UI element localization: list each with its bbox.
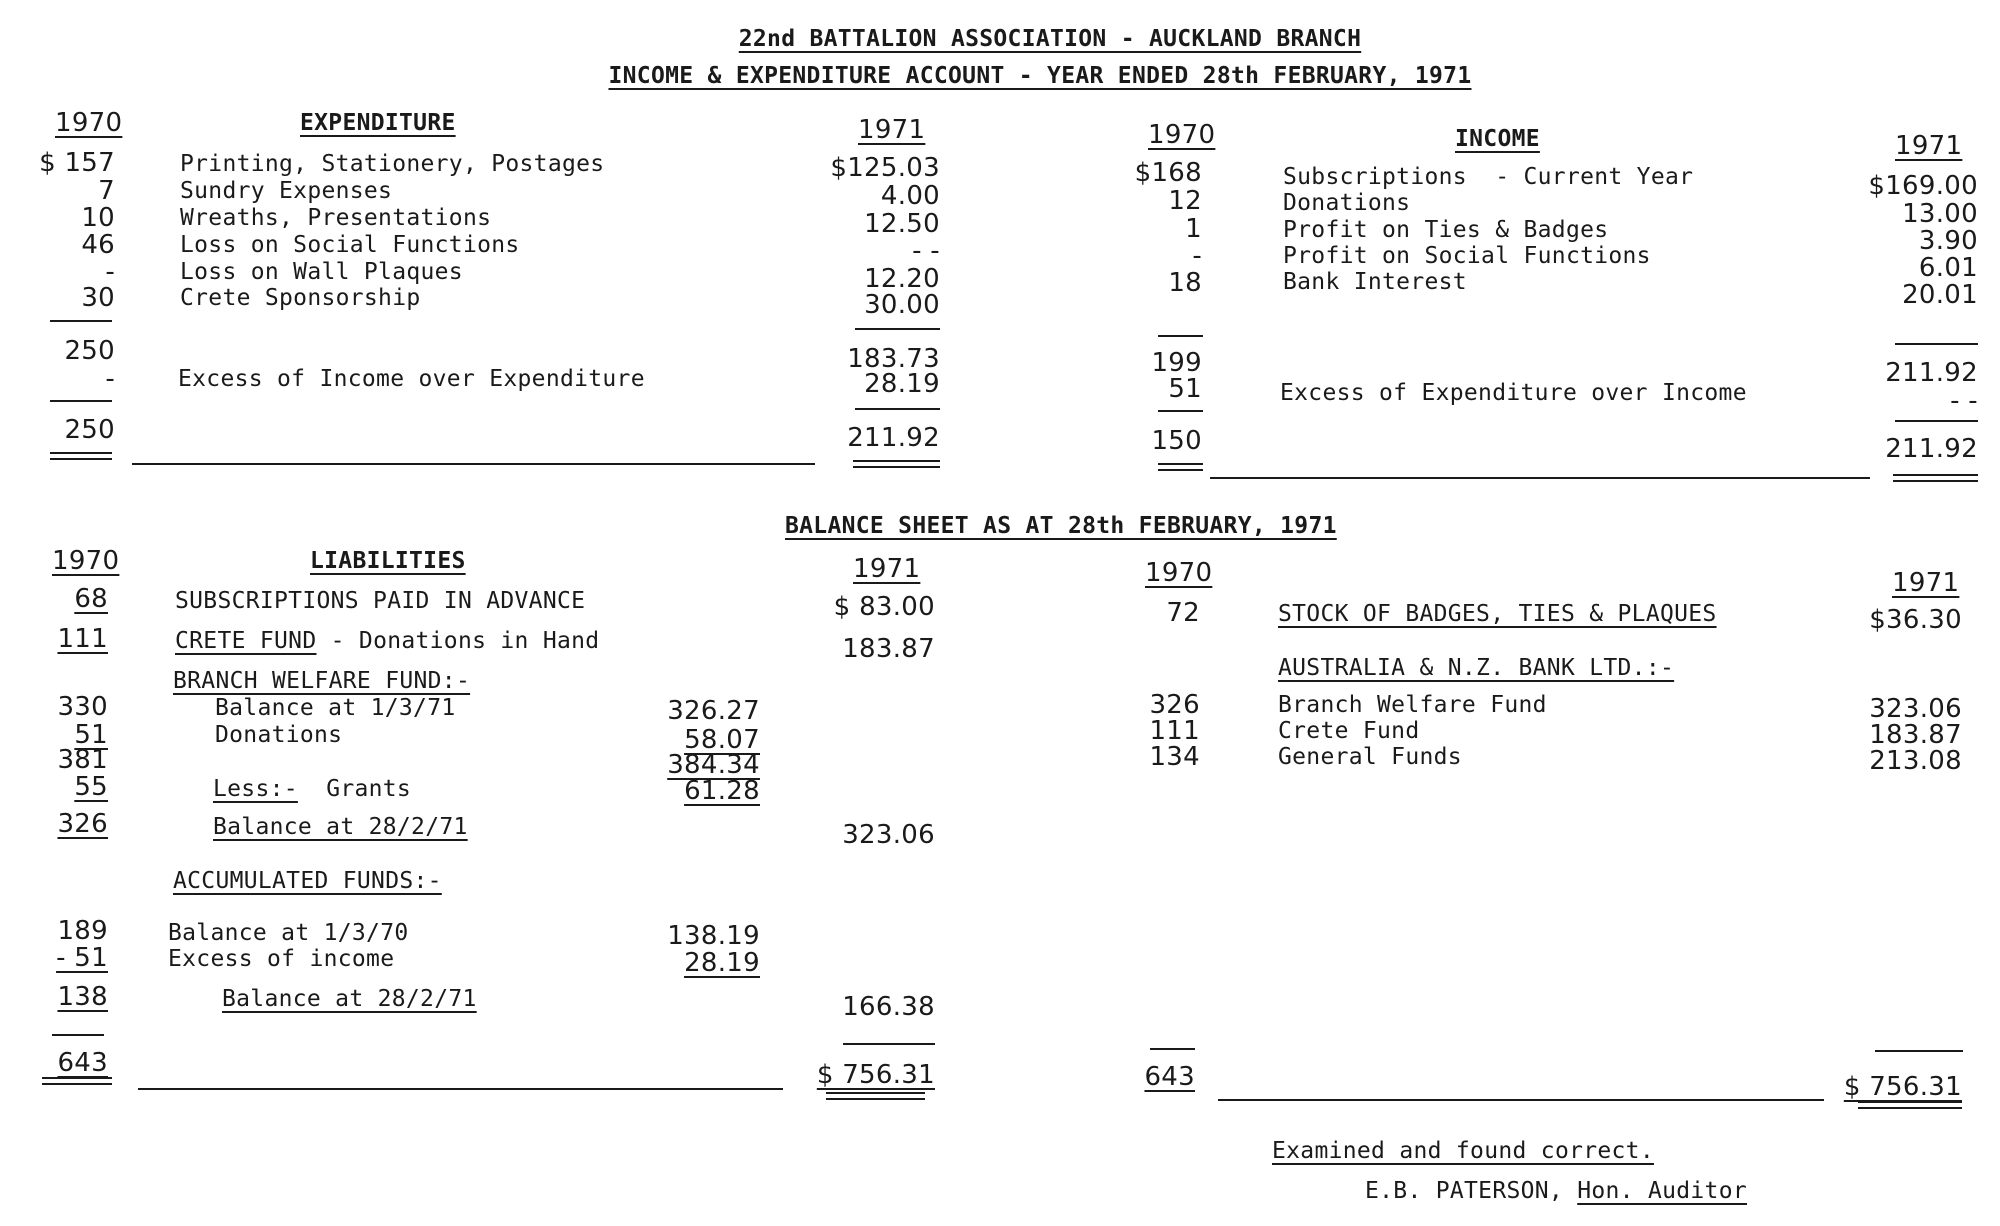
bank-row-prev: 111: [1149, 716, 1200, 746]
bs-title: BALANCE SHEET AS AT 28th FEBRUARY, 1971: [785, 513, 1337, 539]
assets-col-1971: 1971: [1892, 568, 1960, 598]
accum-row-prev: - 51: [56, 943, 108, 973]
welfare-less-line: [213, 778, 411, 801]
exp-excess-prev: -: [105, 364, 115, 394]
rule: [50, 400, 112, 402]
welfare-row-amount: 58.07: [684, 725, 760, 755]
exp-row-label: Sundry Expenses: [180, 178, 393, 204]
exp-row-prev: 10: [81, 203, 115, 233]
auditor-title: Hon. Auditor: [1577, 1178, 1747, 1204]
rule: [132, 463, 815, 465]
inc-row-amount: $169.00: [1868, 171, 1978, 201]
inc-total-curr: 211.92: [1885, 434, 1978, 464]
exp-excess-curr: 28.19: [864, 369, 940, 399]
exp-row-prev: -: [105, 257, 115, 287]
rule: [1875, 1050, 1963, 1052]
inc-total-prev: 150: [1151, 426, 1202, 456]
exp-row-prev: 7: [98, 176, 115, 206]
inc-row-prev: 18: [1168, 268, 1202, 298]
exp-subtotal-curr: 183.73: [847, 344, 940, 374]
exp-row-label: Wreaths, Presentations: [180, 205, 492, 231]
bank-row-amount: 213.08: [1869, 746, 1962, 776]
liab-subs-label: SUBSCRIPTIONS PAID IN ADVANCE: [175, 588, 586, 614]
liab-crete-suffix: - Donations in Hand: [316, 628, 600, 654]
welfare-row-label: Donations: [215, 722, 343, 748]
page-title: 22nd BATTALION ASSOCIATION - AUCKLAND BRANCH: [738, 26, 1362, 52]
inc-subtotal-prev: 199: [1151, 348, 1202, 378]
inc-excess-curr: - -: [1950, 386, 1978, 416]
exp-row-amount: $125.03: [830, 153, 940, 183]
exp-row-label: Loss on Social Functions: [180, 232, 520, 258]
welfare-row-label: Balance at 1/3/71: [215, 695, 456, 721]
rule: [1895, 343, 1978, 345]
inc-row-amount: 3.90: [1918, 226, 1978, 256]
double-rule: [50, 452, 112, 460]
assets-total-prev: 643: [1144, 1062, 1195, 1092]
inc-row-label: Subscriptions - Current Year: [1283, 164, 1694, 190]
exp-row-label: Crete Sponsorship: [180, 285, 421, 311]
exp-row-amount: - -: [912, 236, 940, 266]
welfare-heading: BRANCH WELFARE FUND:-: [173, 668, 471, 694]
rule: [1210, 477, 1870, 479]
inc-col-1970: 1970: [1148, 120, 1216, 150]
inc-row-label: Donations: [1283, 190, 1411, 216]
exp-row-amount: 30.00: [864, 290, 940, 320]
liab-col-1970: 1970: [52, 546, 120, 576]
inc-row-prev: $168: [1134, 158, 1202, 188]
exp-row-prev: 46: [81, 230, 115, 260]
exp-col-1971: 1971: [858, 115, 926, 145]
liab-total-curr: $ 756.31: [816, 1060, 935, 1090]
exp-subtotal-prev: 250: [64, 336, 115, 366]
inc-row-amount: 13.00: [1902, 199, 1978, 229]
liab-heading: LIABILITIES: [310, 548, 466, 574]
exp-row-amount: 4.00: [880, 181, 940, 211]
liab-col-1971: 1971: [853, 554, 921, 584]
accum-row-label: Excess of income: [168, 946, 395, 972]
inc-row-label: Profit on Social Functions: [1283, 243, 1651, 269]
liab-crete-label: CRETE FUND: [175, 628, 317, 654]
exp-total-curr: 211.92: [847, 423, 940, 453]
welfare-row-amount: 61.28: [684, 776, 760, 806]
rule: [843, 1043, 935, 1045]
double-rule: [853, 460, 940, 468]
bank-heading: AUSTRALIA & N.Z. BANK LTD.:-: [1278, 655, 1675, 681]
accum-row-prev: 189: [57, 916, 108, 946]
inc-row-amount: 6.01: [1918, 253, 1978, 283]
welfare-row-prev: 381: [57, 745, 108, 775]
assets-stock-label: STOCK OF BADGES, TIES & PLAQUES: [1278, 601, 1717, 627]
inc-row-prev: -: [1192, 241, 1202, 271]
auditor-line: [1365, 1180, 1747, 1203]
examined-note: Examined and found correct.: [1272, 1138, 1654, 1164]
inc-row-prev: 12: [1168, 186, 1202, 216]
rule: [855, 408, 940, 410]
inc-row-label: Bank Interest: [1283, 269, 1467, 295]
bank-row-amount: 183.87: [1869, 720, 1962, 750]
exp-row-amount: 12.20: [864, 264, 940, 294]
bank-row-label: General Funds: [1278, 744, 1462, 770]
exp-excess-label: Excess of Income over Expenditure: [178, 366, 645, 392]
assets-stock-prev: 72: [1166, 598, 1200, 628]
exp-row-prev: 30: [81, 283, 115, 313]
exp-row-label: Printing, Stationery, Postages: [180, 151, 605, 177]
double-rule: [1158, 463, 1203, 471]
inc-subtotal-curr: 211.92: [1885, 358, 1978, 388]
welfare-row-prev: 51: [74, 720, 108, 750]
inc-row-label: Profit on Ties & Badges: [1283, 217, 1609, 243]
exp-row-label: Loss on Wall Plaques: [180, 259, 463, 285]
welfare-row-amount: 384.34: [667, 750, 760, 780]
accum-bal-curr: 166.38: [842, 992, 935, 1022]
inc-excess-prev: 51: [1168, 374, 1202, 404]
exp-row-amount: 12.50: [864, 209, 940, 239]
liab-subs-curr: $ 83.00: [833, 592, 935, 622]
double-rule: [42, 1077, 112, 1085]
exp-heading: EXPENDITURE: [300, 110, 456, 136]
accum-bal-prev: 138: [57, 982, 108, 1012]
liab-total-prev: 643: [57, 1048, 108, 1078]
double-rule: [826, 1092, 925, 1100]
welfare-bal-prev: 326: [57, 809, 108, 839]
welfare-row-label: Grants: [326, 776, 412, 802]
inc-col-1971: 1971: [1895, 131, 1963, 161]
accum-row-label: Balance at 1/3/70: [168, 920, 409, 946]
rule: [138, 1088, 783, 1090]
welfare-row-amount: 326.27: [667, 696, 760, 726]
rule: [1158, 410, 1203, 412]
exp-col-1970: 1970: [55, 108, 123, 138]
assets-stock-curr: $36.30: [1869, 605, 1962, 635]
rule: [1158, 335, 1203, 337]
rule: [1218, 1099, 1824, 1101]
exp-row-prev: $ 157: [39, 148, 115, 178]
rule: [50, 320, 112, 322]
inc-row-prev: 1: [1185, 214, 1202, 244]
bank-row-prev: 134: [1149, 742, 1200, 772]
inc-excess-label: Excess of Expenditure over Income: [1280, 380, 1747, 406]
liab-crete-curr: 183.87: [842, 634, 935, 664]
accum-row-amount: 138.19: [667, 921, 760, 951]
bank-row-label: Crete Fund: [1278, 718, 1420, 744]
inc-heading: INCOME: [1455, 126, 1540, 152]
double-rule: [1858, 1101, 1962, 1109]
inc-row-amount: 20.01: [1902, 280, 1978, 310]
assets-total-curr: $ 756.31: [1843, 1072, 1962, 1102]
welfare-row-prev: 330: [57, 692, 108, 722]
rule: [1895, 420, 1978, 422]
accum-bal-label: Balance at 28/2/71: [222, 986, 477, 1012]
assets-col-1970: 1970: [1145, 558, 1213, 588]
liab-subs-prev: 68: [74, 584, 108, 614]
rule: [855, 328, 940, 330]
auditor-name: E.B. PATERSON,: [1365, 1178, 1564, 1204]
welfare-bal-curr: 323.06: [842, 820, 935, 850]
ie-subtitle: INCOME & EXPENDITURE ACCOUNT - YEAR ENDED 28th FEBRUARY, 1971: [608, 63, 1472, 89]
liab-crete-line: [175, 630, 599, 653]
exp-total-prev: 250: [64, 415, 115, 445]
welfare-bal-label: Balance at 28/2/71: [213, 814, 468, 840]
double-rule: [1893, 474, 1978, 482]
welfare-row-prev: 55: [74, 772, 108, 802]
bank-row-prev: 326: [1149, 690, 1200, 720]
accum-row-amount: 28.19: [684, 948, 760, 978]
less-label: Less:-: [213, 776, 298, 802]
rule: [52, 1034, 104, 1036]
bank-row-amount: 323.06: [1869, 694, 1962, 724]
rule: [1150, 1048, 1195, 1050]
accum-heading: ACCUMULATED FUNDS:-: [173, 868, 442, 894]
bank-row-label: Branch Welfare Fund: [1278, 692, 1547, 718]
liab-crete-prev: 111: [57, 624, 108, 654]
